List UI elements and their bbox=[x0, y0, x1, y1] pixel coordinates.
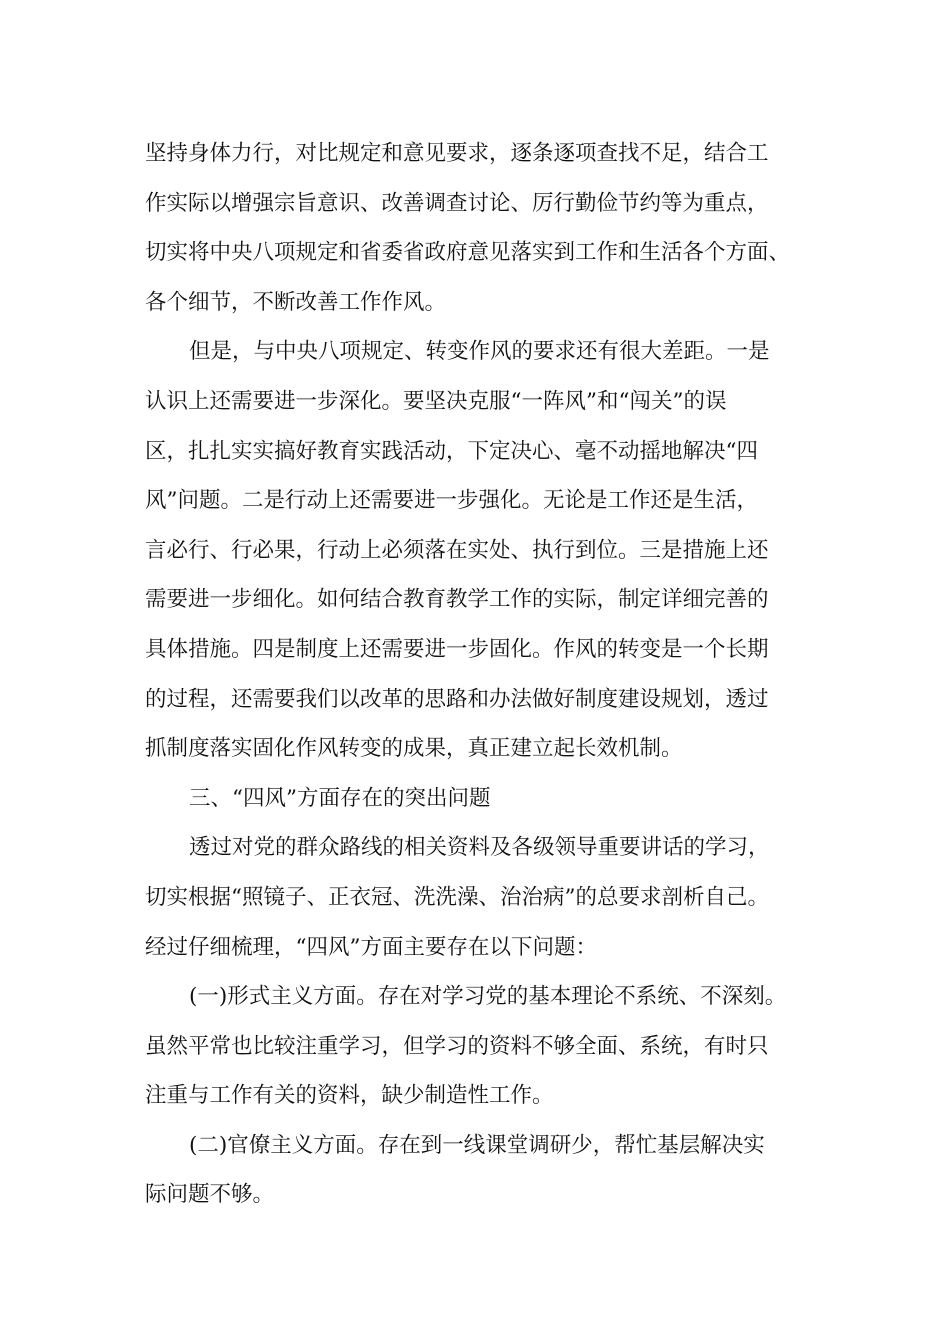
paragraph-start-line: (二)官僚主义方面。存在到一线课堂调研少，帮忙基层解决实 bbox=[189, 1132, 765, 1158]
text-line: 风”问题。二是行动上还需要进一步强化。无论是工作还是生活， bbox=[145, 488, 758, 514]
text-line: 各个细节，不断改善工作作风。 bbox=[145, 289, 447, 315]
text-line: 作实际以增强宗旨意识、改善调查讨论、厉行勤俭节约等为重点， bbox=[145, 190, 769, 216]
text-line: 虽然平常也比较注重学习，但学习的资料不够全面、系统，有时只 bbox=[145, 1033, 769, 1059]
text-line: 际问题不够。 bbox=[145, 1182, 275, 1208]
text-line: 抓制度落实固化作风转变的成果，真正建立起长效机制。 bbox=[145, 736, 683, 762]
text-line: 区，扎扎实实搞好教育实践活动，下定决心、毫不动摇地解决“四 bbox=[145, 438, 758, 464]
document-body bbox=[145, 129, 835, 1220]
text-line: 注重与工作有关的资料，缺少制造性工作。 bbox=[145, 1083, 554, 1109]
text-line: 的过程，还需要我们以改革的思路和办法做好制度建设规划，透过 bbox=[145, 686, 769, 712]
paragraph-start-line: 但是，与中央八项规定、转变作风的要求还有很大差距。一是 bbox=[189, 339, 770, 365]
section-heading: 三、“四风”方面存在的突出问题 bbox=[189, 785, 491, 811]
text-line: 经过仔细梳理，“四风”方面主要存在以下问题： bbox=[145, 934, 597, 960]
text-line: 具体措施。四是制度上还需要进一步固化。作风的转变是一个长期 bbox=[145, 636, 769, 662]
text-line: 切实根据“照镜子、正衣冠、洗洗澡、治治病”的总要求剖析自己。 bbox=[145, 884, 769, 910]
text-line: 认识上还需要进一步深化。要坚决克服“一阵风”和“闯关”的误 bbox=[145, 388, 727, 414]
paragraph-start-line: 透过对党的群众路线的相关资料及各级领导重要讲话的学习， bbox=[189, 835, 770, 861]
text-line: 需要进一步细化。如何结合教育教学工作的实际，制定详细完善的 bbox=[145, 587, 769, 613]
paragraph-start-line: (一)形式主义方面。存在对学习党的基本理论不系统、不深刻。 bbox=[189, 984, 787, 1010]
text-line: 言必行、行必果，行动上必须落在实处、执行到位。三是措施上还 bbox=[145, 537, 769, 563]
text-line: 坚持身体力行，对比规定和意见要求，逐条逐项查找不足，结合工 bbox=[145, 141, 769, 166]
text-line: 切实将中央八项规定和省委省政府意见落实到工作和生活各个方面、 bbox=[145, 240, 791, 266]
